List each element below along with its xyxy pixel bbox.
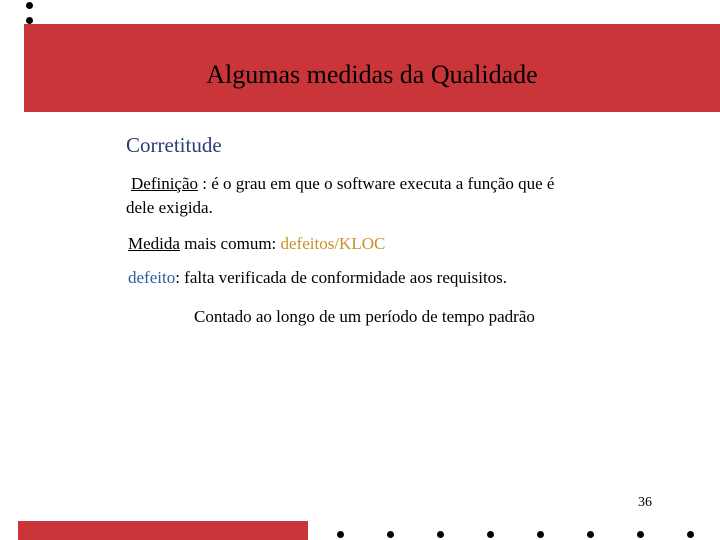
decorative-dot — [26, 2, 33, 9]
definition-line-1 — [131, 173, 554, 195]
page-number: 36 — [638, 495, 652, 510]
decorative-dot — [687, 531, 694, 538]
measure-term: Medida — [128, 234, 180, 253]
decorative-dot — [437, 531, 444, 538]
decorative-dot — [587, 531, 594, 538]
counted-line: Contado ao longo de um período de tempo padrão — [194, 307, 535, 326]
defect-line — [128, 267, 507, 289]
measure-value: defeitos/KLOC — [280, 234, 386, 253]
decorative-dot — [537, 531, 544, 538]
definition-line-2: dele exigida. — [126, 198, 213, 217]
measure-line — [128, 233, 385, 255]
decorative-dot — [387, 531, 394, 538]
decorative-dot — [337, 531, 344, 538]
defect-text: : falta verificada de conformidade aos requisitos. — [175, 268, 508, 287]
slide-title: Algumas medidas da Qualidade — [206, 60, 538, 89]
defect-term: defeito — [128, 268, 176, 287]
decorative-dot — [637, 531, 644, 538]
definition-separator: : — [198, 174, 212, 193]
measure-text: mais comum: — [179, 234, 281, 253]
footer-bar — [18, 521, 308, 540]
definition-text: é o grau em que o software executa a função que é — [211, 174, 555, 193]
definition-term: Definição — [131, 174, 199, 193]
decorative-dot — [487, 531, 494, 538]
section-heading: Corretitude — [126, 133, 222, 157]
decorative-dot — [26, 17, 33, 24]
